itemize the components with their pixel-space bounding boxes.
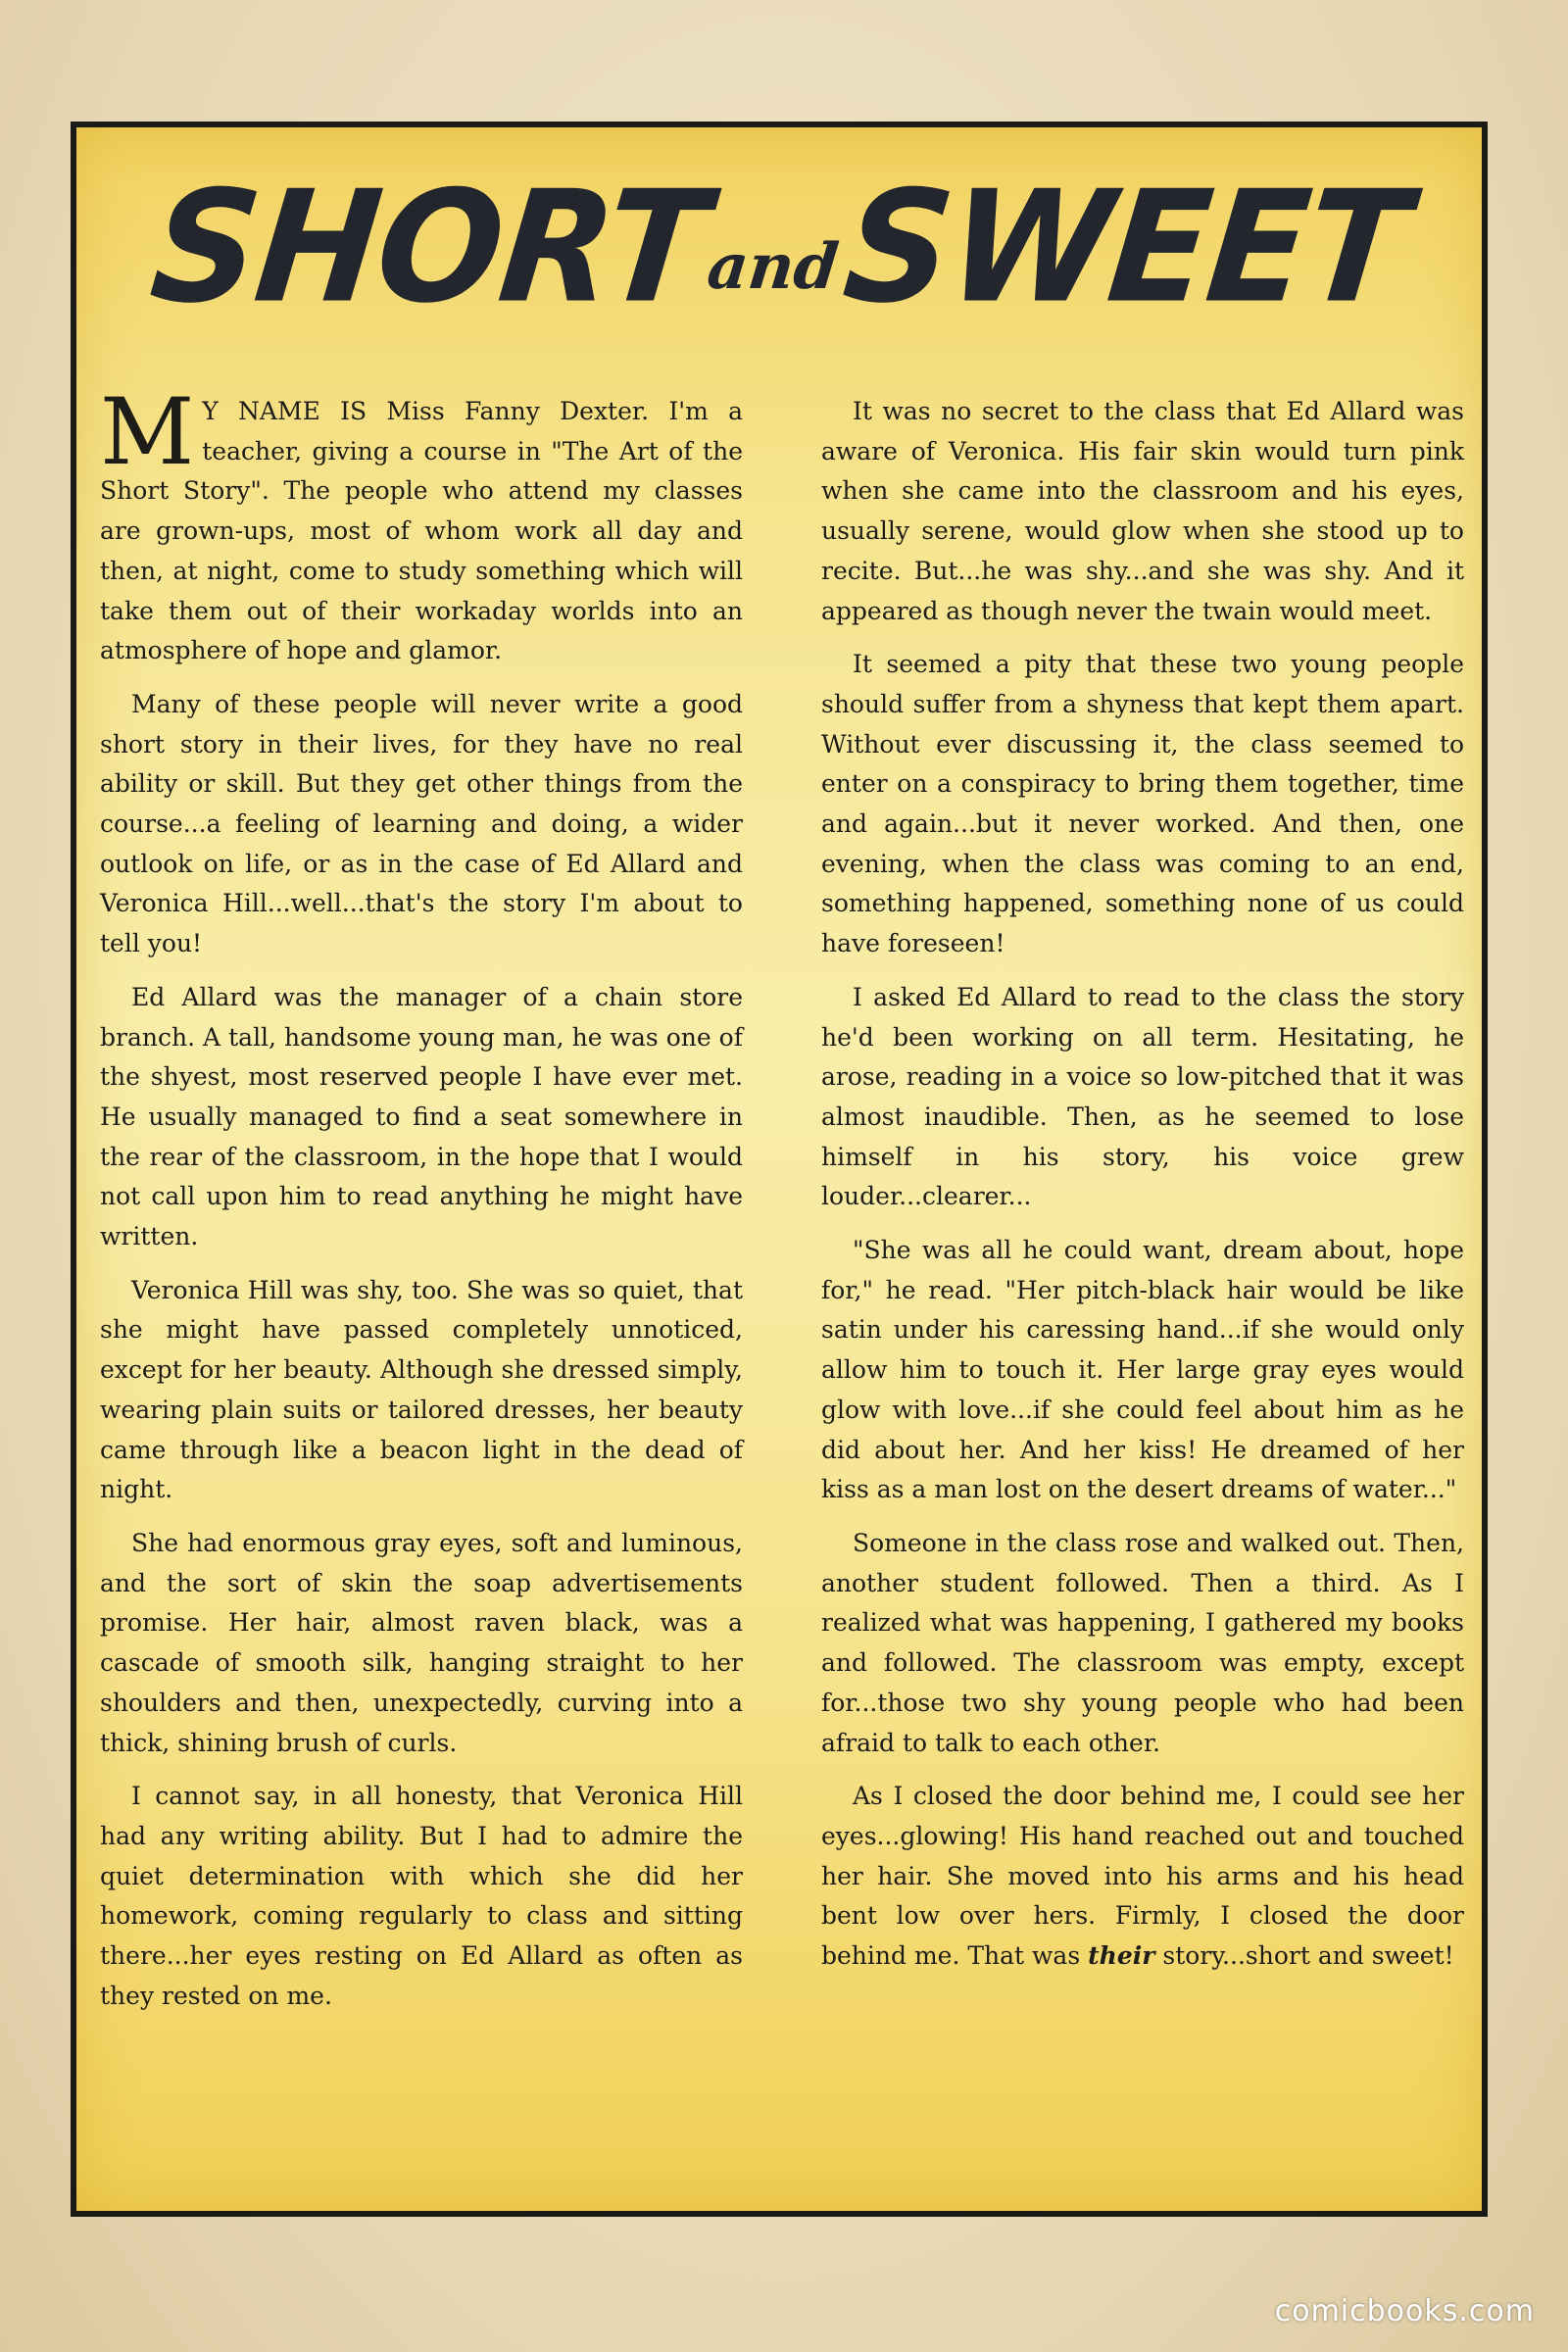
story-panel — [71, 122, 1488, 2217]
paragraph: I asked Ed Allard to read to the class the story he'd been working on all term. Hesitating, he arose, reading in a voice so low-pitched that it was almost inaudible. Then, as he seemed to lose himself in his story, his voice grew louder...clearer... — [821, 982, 1464, 1211]
paragraph-text: As I closed the door behind me, I could see her eyes...glowing! His hand reached out and touched her hair. She moved into his arms and his head bent low over hers. Firmly, I closed the door behind me. That was — [821, 1782, 1464, 1971]
paragraph: She had enormous gray eyes, soft and luminous, and the sort of skin the soap advertisements promise. Her hair, almost raven black, was a cascade of smooth silk, hanging straight to her shoulders and then, unexpectedly, curving into a thick, shining brush of curls. — [100, 1528, 743, 1757]
paragraph: Ed Allard was the manager of a chain store branch. A tall, handsome young man, he was one of the shyest, most reserved people I have ever met. He usually managed to find a seat somewhere in the rear of the classroom, in the hope that I would not call upon him to read anything he might have written. — [100, 982, 743, 1251]
watermark: comicbooks.com — [1274, 2294, 1535, 2328]
paragraph-text: Y NAME IS Miss Fanny Dexter. I'm a teacher, giving a course in "The Art of the Short Story". The people who attend my classes are grown-ups, most of whom work all day and then, at night, come to study something which will take them out of their workaday worlds into an atmosphere of hope and glamor. — [100, 397, 743, 665]
left-column — [100, 379, 743, 2185]
paragraph: Many of these people will never write a good short story in their lives, for they have no real ability or skill. But they get other things from the course...a feeling of learning and doing, a wider outlook on life, or as in the case of Ed Allard and Veronica Hill...well...that's the story I'm about to tell you! — [100, 689, 743, 958]
emphasis-text: their — [1088, 1941, 1155, 1971]
title-short: SHORT — [143, 158, 713, 338]
paragraph — [821, 1777, 1464, 1977]
paragraph-text: story...short and sweet! — [1162, 1941, 1454, 1971]
paragraph: Someone in the class rose and walked out. Then, another student followed. Then a third. As I realized what was happening, I gathered my books and followed. The classroom was empty, except for...those two shy young people who had been afraid to talk to each other. — [821, 1528, 1464, 1757]
paragraph: "She was all he could want, dream about, hope for," he read. "Her pitch-black hair would be like satin under his caressing hand...if she would only allow him to touch it. Her large gray eyes would glow with love...if she could feel about him as he did about her. And her kiss! He dreamed of her kiss as a man lost on the desert dreams of water..." — [821, 1236, 1464, 1504]
paragraph: It seemed a pity that these two young people should suffer from a shyness that kept them apart. Without ever discussing it, the class seemed to enter on a conspiracy to bring them together, time and again...but it never worked. And then, one evening, when the class was coming to an end, something happened, something none of us could have foreseen! — [821, 650, 1464, 958]
page-title — [69, 158, 1490, 338]
drop-cap: M — [100, 379, 195, 486]
title-and: and — [704, 230, 842, 304]
paragraph: It was no secret to the class that Ed Allard was aware of Veronica. His fair skin would turn pink when she came into the classroom and his eyes, usually serene, would glow when she stood up to recite. But...he was shy...and she was shy. And it appeared as though never the twain would meet. — [821, 397, 1464, 625]
title-sweet: SWEET — [836, 158, 1415, 338]
paragraph: I cannot say, in all honesty, that Veronica Hill had any writing ability. But I had to admire the quiet determination with which she did her homework, coming regularly to class and sitting there...her eyes resting on Ed Allard as often as they rested on me. — [100, 1782, 743, 2010]
right-column — [821, 392, 1464, 2185]
paragraph — [100, 379, 743, 671]
paragraph: Veronica Hill was shy, too. She was so quiet, that she might have passed completely unnoticed, except for her beauty. Although she dressed simply, wearing plain suits or tailored dresses, her beauty came through like a beacon light in the dead of night. — [100, 1275, 743, 1504]
text-columns — [100, 379, 1464, 2185]
